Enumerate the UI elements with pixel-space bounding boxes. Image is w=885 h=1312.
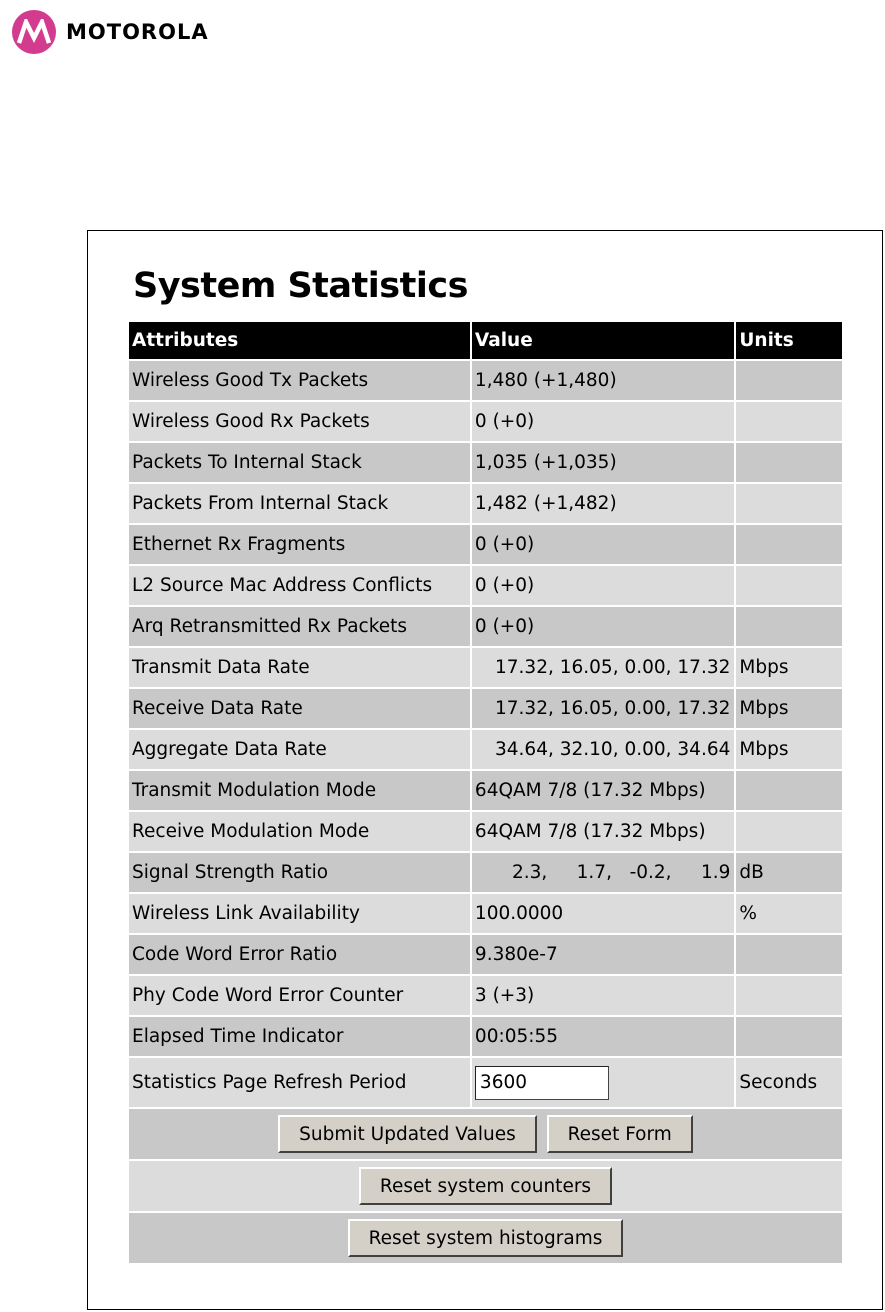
table-row [129,484,842,523]
units-cell: Seconds [736,1058,842,1107]
table-row [129,894,842,933]
units-cell [736,771,842,810]
units-cell: Mbps [736,730,842,769]
value-cell: 0 (+0) [472,566,734,605]
attribute-cell: Aggregate Data Rate [129,730,470,769]
table-row [129,607,842,646]
attribute-cell: L2 Source Mac Address Conflicts [129,566,470,605]
units-cell: Mbps [736,648,842,687]
units-cell [736,525,842,564]
value-cell: 3 (+3) [472,976,734,1015]
table-row [129,443,842,482]
table-row [129,935,842,974]
value-cell: 2.3, 1.7, -0.2, 1.9 [472,853,734,892]
attribute-cell: Wireless Link Availability [129,894,470,933]
table-row [129,771,842,810]
motorola-batwing-icon [12,10,56,54]
value-cell: 1,035 (+1,035) [472,443,734,482]
table-row [129,361,842,400]
header-value: Value [472,322,734,359]
attribute-cell: Ethernet Rx Fragments [129,525,470,564]
value-cell: 0 (+0) [472,402,734,441]
attribute-cell: Receive Modulation Mode [129,812,470,851]
refresh-period-input[interactable] [475,1066,609,1100]
attribute-cell: Wireless Good Tx Packets [129,361,470,400]
units-cell [736,935,842,974]
value-cell: 1,480 (+1,480) [472,361,734,400]
units-cell [736,607,842,646]
reset-counters-row [129,1161,842,1211]
units-cell [736,402,842,441]
refresh-period-row [129,1058,842,1107]
value-cell: 64QAM 7/8 (17.32 Mbps) [472,771,734,810]
attribute-cell: Receive Data Rate [129,689,470,728]
value-cell: 00:05:55 [472,1017,734,1056]
value-cell: 9.380e-7 [472,935,734,974]
units-cell [736,484,842,523]
value-cell: 0 (+0) [472,525,734,564]
reset-form-button[interactable]: Reset Form [547,1115,693,1153]
units-cell [736,976,842,1015]
units-cell [736,812,842,851]
units-cell: dB [736,853,842,892]
attribute-cell: Packets To Internal Stack [129,443,470,482]
submit-updated-values-button[interactable]: Submit Updated Values [278,1115,537,1153]
attribute-cell: Transmit Data Rate [129,648,470,687]
reset-histograms-row [129,1213,842,1263]
statistics-table [127,320,844,1265]
value-cell: 34.64, 32.10, 0.00, 34.64 [472,730,734,769]
attribute-cell: Signal Strength Ratio [129,853,470,892]
table-row [129,402,842,441]
value-cell: 17.32, 16.05, 0.00, 17.32 [472,648,734,687]
table-row [129,1017,842,1056]
value-cell: 0 (+0) [472,607,734,646]
units-cell [736,1017,842,1056]
value-cell: 1,482 (+1,482) [472,484,734,523]
header-units: Units [736,322,842,359]
units-cell: % [736,894,842,933]
table-header-row [129,322,842,359]
table-row [129,812,842,851]
header-attributes: Attributes [129,322,470,359]
attribute-cell: Code Word Error Ratio [129,935,470,974]
form-buttons-row [129,1109,842,1159]
motorola-logo [12,10,209,54]
value-cell: 64QAM 7/8 (17.32 Mbps) [472,812,734,851]
value-cell: 17.32, 16.05, 0.00, 17.32 [472,689,734,728]
units-cell [736,443,842,482]
table-row [129,976,842,1015]
table-row [129,648,842,687]
attribute-cell: Elapsed Time Indicator [129,1017,470,1056]
units-cell [736,566,842,605]
attribute-cell: Statistics Page Refresh Period [129,1058,470,1107]
table-row [129,730,842,769]
units-cell: Mbps [736,689,842,728]
value-cell: 100.0000 [472,894,734,933]
attribute-cell: Transmit Modulation Mode [129,771,470,810]
attribute-cell: Wireless Good Rx Packets [129,402,470,441]
table-row [129,689,842,728]
page-title: System Statistics [133,266,468,306]
value-cell [472,1058,734,1107]
table-row [129,566,842,605]
reset-system-histograms-button[interactable]: Reset system histograms [348,1219,624,1257]
table-row [129,525,842,564]
reset-system-counters-button[interactable]: Reset system counters [359,1167,612,1205]
attribute-cell: Phy Code Word Error Counter [129,976,470,1015]
logo-text: MOTOROLA [66,20,209,44]
attribute-cell: Packets From Internal Stack [129,484,470,523]
attribute-cell: Arq Retransmitted Rx Packets [129,607,470,646]
table-row [129,853,842,892]
units-cell [736,361,842,400]
